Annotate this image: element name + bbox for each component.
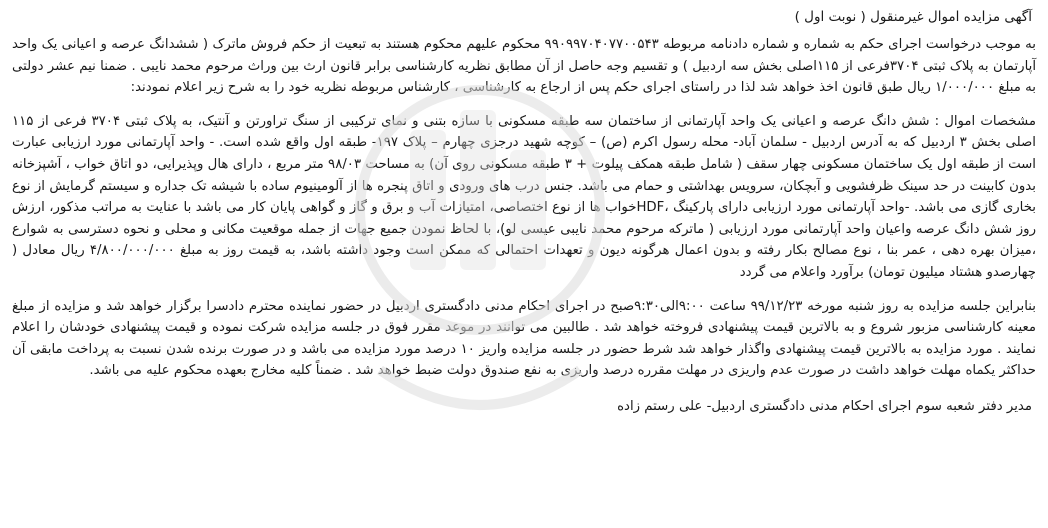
notice-title: آگهی مزایده اموال غیرمنقول ( نوبت اول ): [794, 9, 1032, 25]
notice-paragraph-property-specs: مشخصات اموال : شش دانگ عرصه و اعیانی یک واحد آپارتمانی از ساختمان سه طبقه مسکونی با سازه بتنی و نمای ترکیبی از سنگ تراورتن و آنتیک، به پلاک ثبتی ۳۷۰۴ فرعی از ۱۱۵ اصلی بخش ۳ اردبیل که به آدرس اردبیل - سلمان آباد- محله رسول اکرم (ص) – کوچه شهید درجزی چهارم – پلاک ۱۹۷- طبقه اول واقع شده است. - واحد آپارتمانی مورد ارزیابی عبارت است از طبقه اول یک ساختمان مسکونی چهار سقف ( شامل طبقه همکف پیلوت + ۳ طبقه مسکونی روی آن) به مساحت ۹۸/۰۳ متر مربع ، دارای هال وپذیرایی، دو اتاق خواب ، آشپزخانه بدون کابینت در حد سینک ظرفشویی و آبچکان، سرویس بهداشتی و حمام می باشد. جنس درب های ورودی و اتاق پنجره ها از آلومینیوم ساده با شیشه تک جداره و سیستم گرمایش از نوع بخاری گازی می باشد. -واحد آپارتمانی مورد ارزیابی دارای پارکینگ ،HDFخواب ها از نوع اختصاصی، امتیازات آب و برق و گاز و گواهی پایان کار می باشد با عنایت به مراتب مذکور، ارزش روز شش دانگ عرصه واعیان واحد آپارتمانی مورد ارزیابی ( ماترکه مرحوم محمد نایبی عیسی لو)، با لحاظ نمودن جمیع جهات از جمله موقعیت مکانی و محلی و نحوه دسترسی به شوارع ،میزان بهره دهی ، عمر بنا ، نوع مصالح بکار رفته و بدون اعمال هرگونه دیون و تعهدات احتمالی که ممکن است وجود داشته باشد، به قیمت روز به مبلغ ۴/۸۰۰/۰۰۰/۰۰۰ ریال معادل ( چهارصدو هشتاد میلیون تومان) برآورد واعلام می گردد: [12, 113, 1037, 280]
notice-paragraph-intro: به موجب درخواست اجرای حکم به شماره و شماره دادنامه مربوطه ۹۹۰۹۹۷۰۴۰۷۷۰۰۵۴۳ محکوم علیهم محکوم هستند به تبعیت از حکم فروش ماترک ( ششدانگ عرصه و اعیانی یک واحد آپارتمان به پلاک ثبتی ۳۷۰۴فرعی از ۱۱۵اصلی بخش سه اردبیل ) و تقسیم وجه حاصل از آن مطابق نظریه کارشناسی برابر قانون ارث بین وراث مرحوم محمد نایبی . ضمنا نیم عشر دولتی به مبلغ ۱/۰۰۰/۰۰۰ ریال طبق قانون اخذ خواهد شد لذا در راستای اجرای حکم پس از ارجاع به کارشناسی ، کارشناس مربوطه نظریه خود را به شرح زیر اعلام نمودند:: [12, 37, 1037, 96]
notice-signature: مدیر دفتر شعبه سوم اجرای احکام مدنی دادگستری اردبیل- علی رستم زاده: [617, 398, 1032, 414]
notice-paragraph-auction-terms: بنابراین جلسه مزایده به روز شنبه مورخه ۹۹/۱۲/۲۳ ساعت ۹:۰۰الی۹:۳۰صبح در اجرای احکام مدنی دادگستری اردبیل در حضور نماینده محترم دادسرا برگزار خواهد شد و مزایده از مبلغ معینه کارشناسی مزبور شروع و به بالاترین قیمت پیشنهادی فروخته خواهد شد . طالبین می توانند در موعد مقرر فوق در جلسه مزایده شرکت نموده و قیمت پیشنهادی خودشان را اعلام نمایند . مورد مزایده به بالاترین قیمت پیشنهادی واگذار خواهد شد شرط حضور در جلسه مزایده واریز ۱۰ درصد مورد مزایده می باشد و در صورت برنده شدن نسبت به پرداخت مابقی آن حداکثر یکماه مهلت خواهد داشت در صورت عدم واریزی در مهلت مقرره درصد واریزی به نفع صندوق دولت ضبط خواهد شد . ضمناً کلیه مخارج بعهده محکوم علیه می باشد.: [12, 298, 1037, 379]
